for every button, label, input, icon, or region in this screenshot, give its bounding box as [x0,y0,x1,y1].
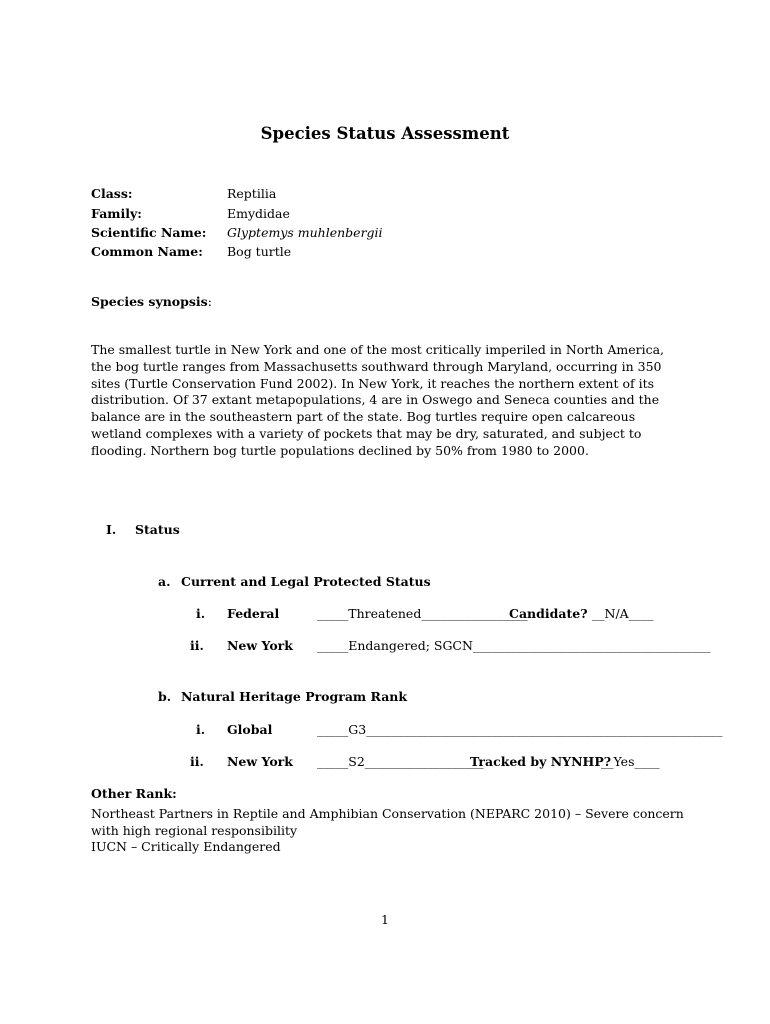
global-rank-numeral: i. [196,722,206,737]
subsection-b-letter: b. [158,689,172,704]
page-number: 1 [381,912,389,927]
section-numeral: I. [106,522,117,537]
federal-value: _____Threatened_________________ [317,606,528,621]
section-heading: Status [135,522,180,537]
global-rank-value: _____G3_________________________________________________________ [317,722,723,737]
ny-rank-value: _____S2___________________ [317,754,484,769]
ny-rank-label: New York [227,754,293,769]
other-rank-neparc: Northeast Partners in Reptile and Amphibian Conservation (NEPARC 2010) – Severe concern with high regional responsibility [91,806,684,838]
scientific-name-value: Glyptemys muhlenbergii [227,225,383,240]
family-label: Family: [91,206,142,221]
class-value: Reptilia [227,186,277,201]
subsection-b-heading: Natural Heritage Program Rank [181,689,408,704]
ny-status-value: _____Endangered; SGCN______________________________________ [317,638,711,653]
tracked-value: __Yes____ [601,754,660,769]
common-name-value: Bog turtle [227,244,292,259]
document-title: Species Status Assessment [260,124,510,143]
scientific-name-label: Scientific Name: [91,225,207,240]
global-rank-label: Global [227,722,273,737]
synopsis-heading: Species synopsis [91,294,208,309]
subsection-a-letter: a. [158,574,171,589]
other-rank-body [91,806,691,856]
tracked-label: Tracked by NYNHP? [470,754,612,769]
class-label: Class: [91,186,133,201]
synopsis-text: The smallest turtle in New York and one of the most critically imperiled in North America, the bog turtle ranges from Massachusetts southward through Maryland, occurring in 350 sites (Turtle Conservation Fund 2002). In New York, it reaches the northern extent of its distribution. Of 37 extant metapopulations, 4 are in Oswego and Seneca counties and the balance are in the southeastern part of the state. Bog turtles require open calcareous wetland complexes with a variety of pockets that may be dry, saturated, and subject to flooding. Northern bog turtle populations declined by 50% from 1980 to 2000. [91,342,665,458]
subsection-a-heading: Current and Legal Protected Status [181,574,431,589]
ny-status-numeral: ii. [190,638,204,653]
federal-label: Federal [227,606,280,621]
family-value: Emydidae [227,206,290,221]
ny-status-label: New York [227,638,293,653]
other-rank-iucn: IUCN – Critically Endangered [91,839,281,855]
other-rank-heading: Other Rank: [91,786,177,801]
synopsis-heading-line [91,294,212,309]
candidate-value: __N/A____ [592,606,654,621]
synopsis-colon: : [207,294,212,309]
ny-rank-numeral: ii. [190,754,204,769]
federal-numeral: i. [196,606,206,621]
common-name-label: Common Name: [91,244,203,259]
candidate-label: Candidate? [509,606,588,621]
